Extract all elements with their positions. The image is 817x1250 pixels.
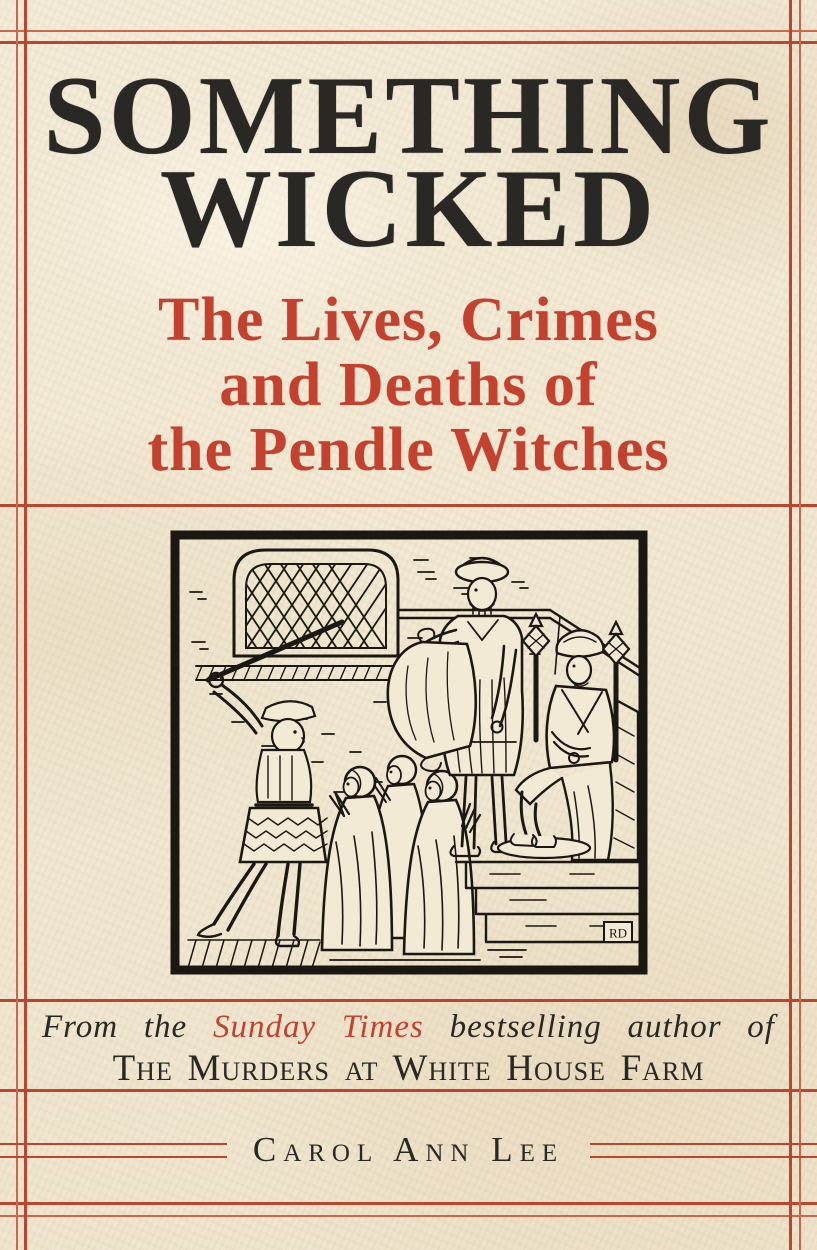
title-line-1: SOMETHING	[43, 54, 774, 178]
monogram	[604, 922, 632, 942]
credit-suffix: bestselling author of	[449, 1009, 775, 1045]
subtitle-line-3: the Pendle Witches	[147, 416, 670, 484]
credit-publication: Sunday Times	[212, 1009, 424, 1045]
author-name: Carol Ann Lee	[252, 1130, 565, 1169]
separator-below-subtitle	[0, 504, 817, 507]
separator-above-credit	[0, 999, 817, 1002]
author-right-rule	[590, 1143, 817, 1158]
author-left-rule	[0, 1143, 227, 1158]
author-band	[0, 1128, 817, 1172]
credit-block	[30, 1006, 787, 1090]
svg-text:RD: RD	[608, 925, 628, 941]
credit-prefix: From the	[42, 1009, 188, 1045]
subtitle-line-1: The Lives, Crimes	[158, 286, 659, 354]
credit-line	[30, 1006, 787, 1048]
book-subtitle	[0, 288, 817, 483]
book-title	[0, 54, 817, 271]
credit-work-title: The Murders at White House Farm	[112, 1048, 705, 1089]
bottom-rule-thick	[0, 1202, 817, 1205]
title-line-2: WICKED	[159, 147, 658, 271]
woodcut-illustration	[170, 530, 648, 976]
bottom-rule-thin	[0, 1215, 817, 1217]
subtitle-line-2: and Deaths of	[219, 351, 598, 419]
top-rule-thick	[0, 41, 817, 44]
top-rule-thin	[0, 30, 817, 32]
window-lattice-icon	[186, 548, 426, 680]
